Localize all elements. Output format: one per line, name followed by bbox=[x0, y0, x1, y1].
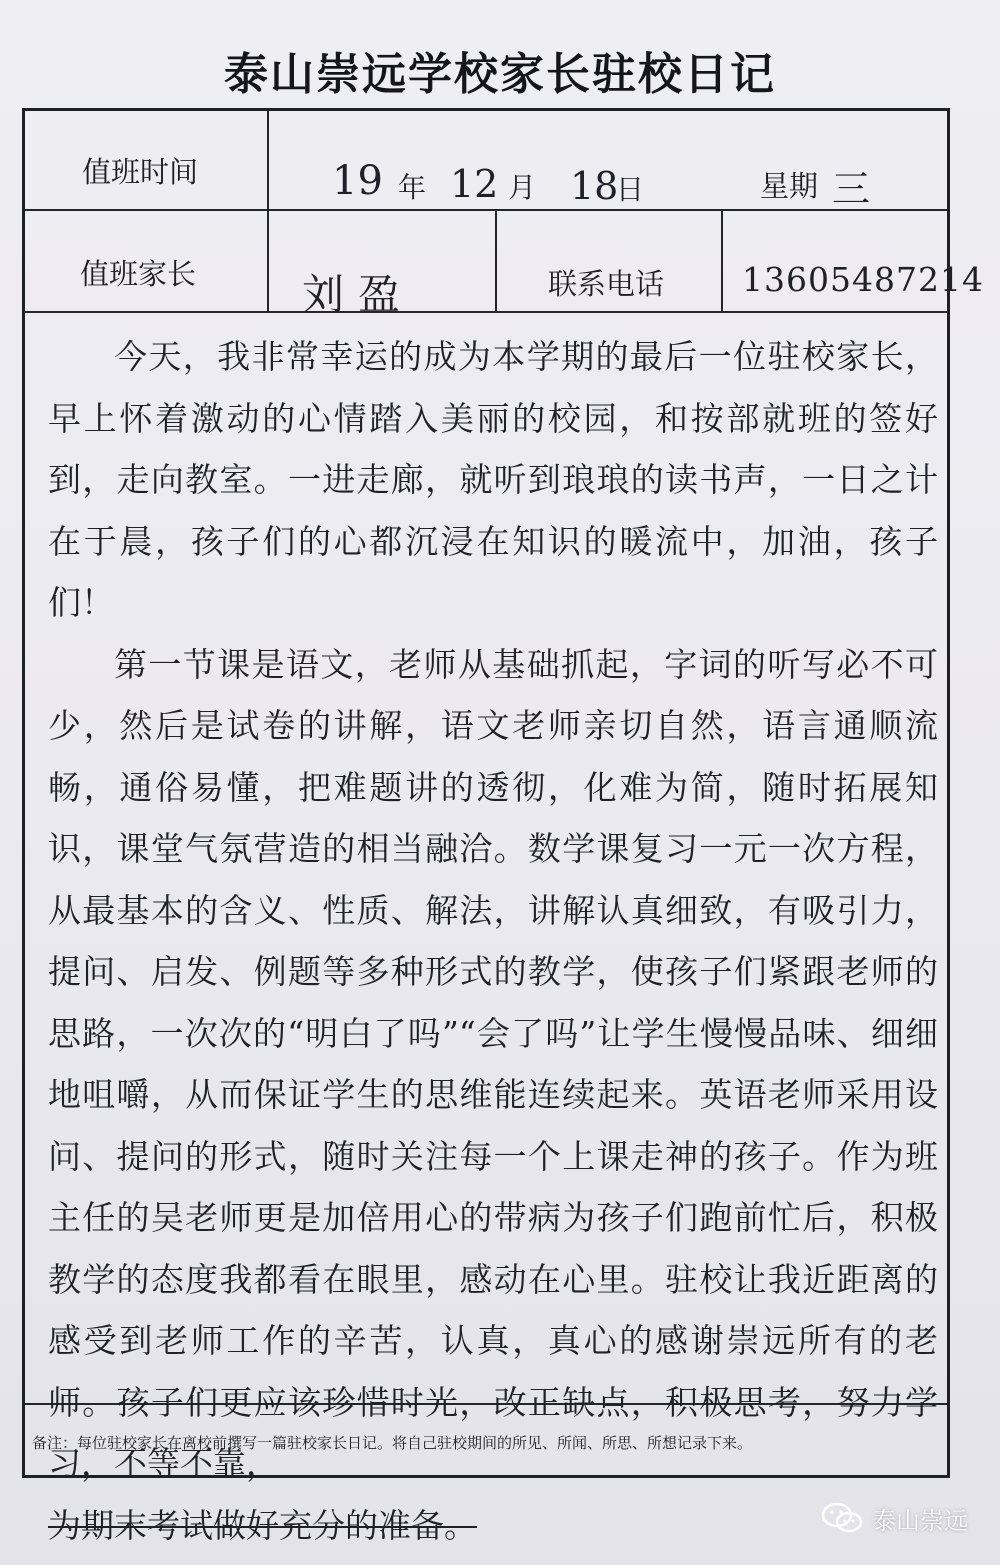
duty-time-label: 值班时间 bbox=[82, 155, 199, 189]
col-divider-phone-label-left bbox=[495, 209, 497, 311]
form-title: 泰山崇远学校家长驻校日记 bbox=[224, 49, 776, 100]
duty-month-unit: 月 bbox=[508, 171, 537, 204]
diary-struck-line: 为期末考试做好充分的准备。 bbox=[48, 1505, 477, 1545]
diary-paragraph-2: 第一节课是语文，老师从基础抓起，字词的听写必不可少，然后是试卷的讲解，语文老师亲切自然，语言通顺流畅，通俗易懂，把难题讲的透彻，化难为简，随时拓展知识，课堂气氛营造的相当融洽。数学课复习一元一次方程，从最基本的含义、性质、解法，讲解认真细致，有吸引力，提问、启发、例题等多种形式的教学，使孩子们紧跟老师的思路，一次次的“明白了吗”“会了吗”让学生慢慢品味、细细地咀嚼，从而保证学生的思维能连续起来。英语老师采用设问、提问的形式，随时关注每一个上课走神的孩子。作为班主任的吴老师更是加倍用心的带病为孩子们跑前忙后，积极教学的态度我都看在眼里，感动在心里。驻校让我近距离的感受到老师工作的辛苦，认真，真心的感谢崇远所有的老师。孩子们更应该珍惜时光，改正缺点，积极思考，努力学习，不等不靠， bbox=[48, 644, 938, 1483]
col-divider-phone-label-right bbox=[721, 209, 723, 311]
diary-paragraph-1: 今天，我非常幸运的成为本学期的最后一位驻校家长，早上怀着激动的心情踏入美丽的校园，和按部就班的签好到，走向教室。一进走廊，就听到琅琅的读书声，一日之计在于晨，孩子们的心都沉浸在知识的暖流中，加油，孩子们！ bbox=[48, 337, 938, 622]
col-divider-label bbox=[267, 111, 269, 311]
duty-parent-name: 刘盈 bbox=[302, 270, 415, 319]
duty-day-unit: 日 bbox=[616, 173, 645, 206]
duty-year-unit: 年 bbox=[398, 171, 427, 204]
duty-parent-label: 值班家长 bbox=[80, 257, 197, 291]
wechat-icon bbox=[820, 1500, 864, 1536]
weekday-label: 星期 bbox=[760, 169, 819, 203]
diary-body bbox=[48, 326, 938, 1556]
row-divider-1 bbox=[25, 209, 947, 211]
weekday-value: 三 bbox=[832, 167, 871, 211]
account-watermark bbox=[820, 1500, 968, 1536]
phone-label: 联系电话 bbox=[548, 267, 665, 301]
duty-month: 12 bbox=[450, 162, 499, 206]
duty-year: 19 bbox=[332, 158, 383, 204]
row-divider-2 bbox=[25, 311, 947, 313]
watermark-text: 泰山崇远 bbox=[872, 1506, 968, 1535]
phone-number: 13605487214 bbox=[742, 260, 984, 299]
duty-day: 18 bbox=[570, 164, 619, 208]
form-note: 备注：每位驻校家长在离校前撰写一篇驻校家长日记。将自己驻校期间的所见、所闻、所思、所想记录下来。 bbox=[32, 1434, 753, 1452]
